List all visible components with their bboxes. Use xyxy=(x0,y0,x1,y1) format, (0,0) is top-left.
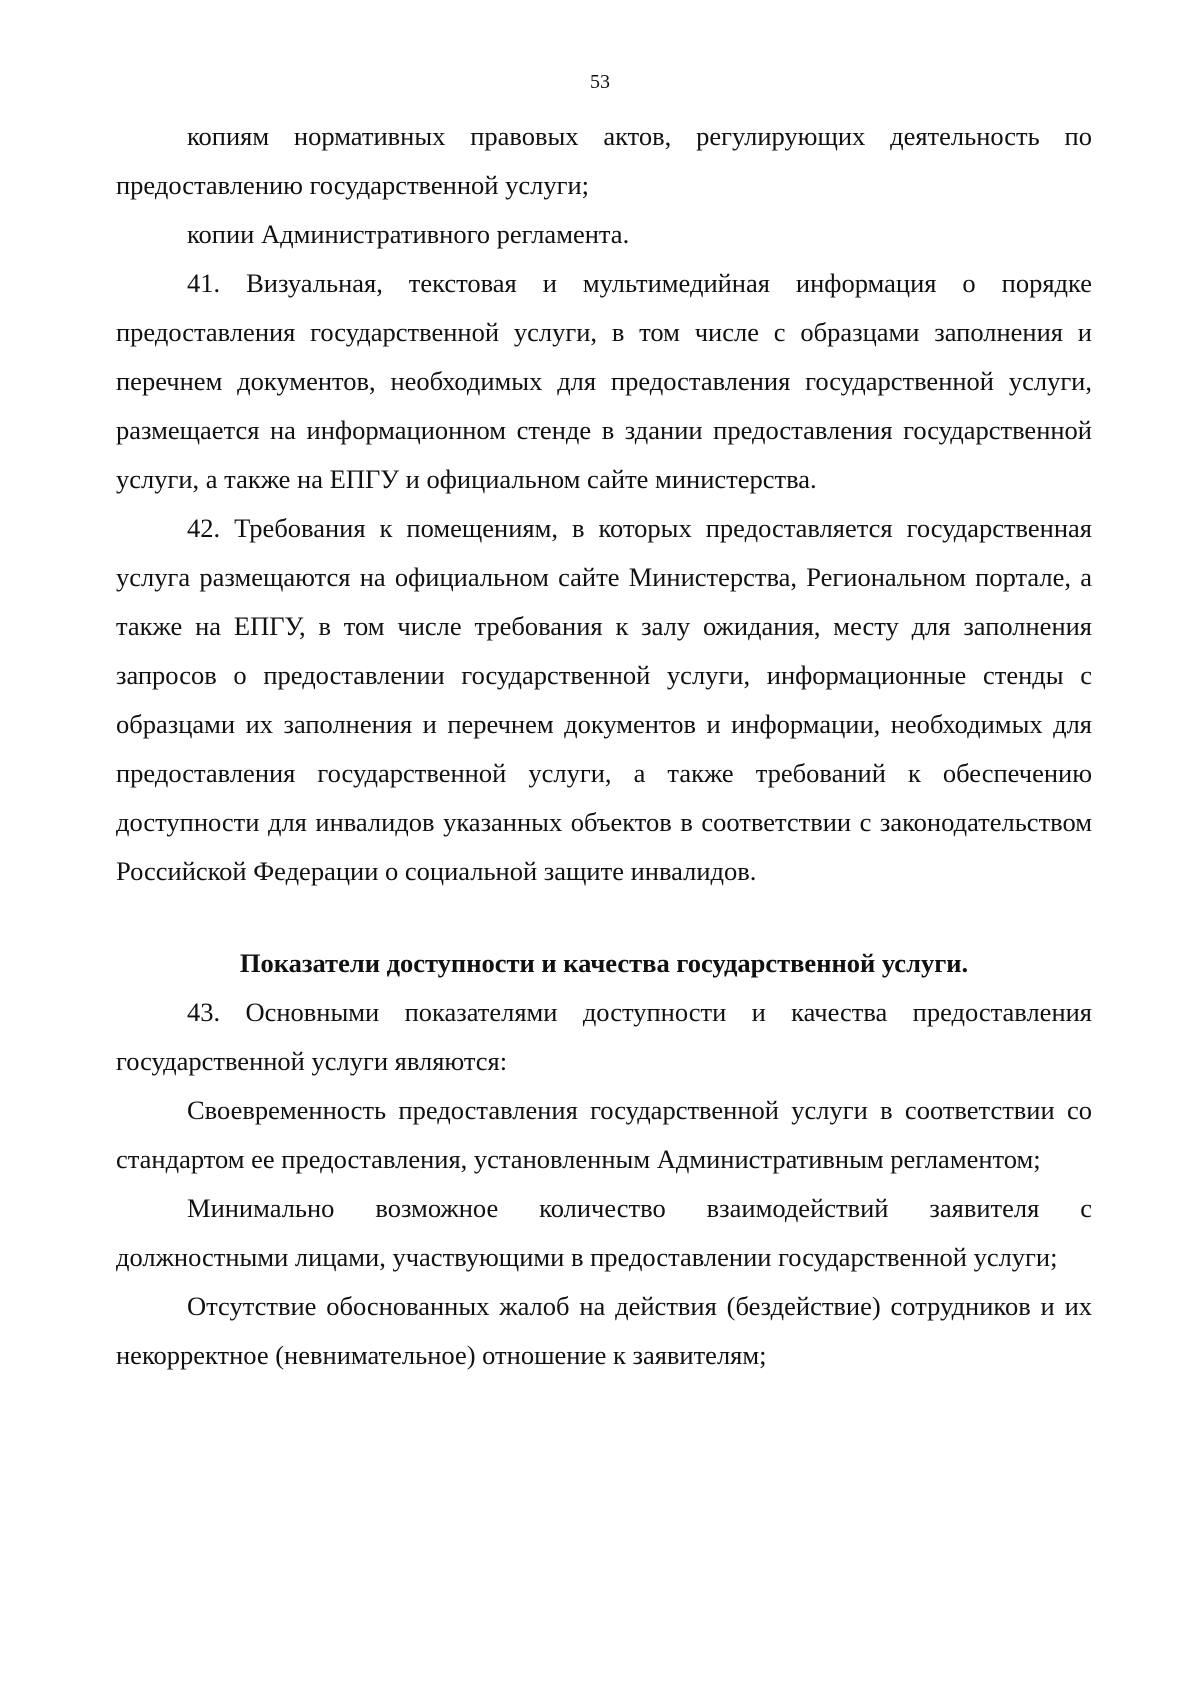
paragraph-item-41: 41. Визуальная, текстовая и мультимедийная информация о порядке предоставления государственной услуги, в том числе с образцами заполнения и перечнем документов, необходимых для предоставления государственной услуги, размещается на информационном стенде в здании предоставления государственной услуги, а также на ЕПГУ и официальном сайте министерства. xyxy=(116,268,1092,494)
paragraph-timeliness: Своевременность предоставления государственной услуги в соответствии со стандартом ее предоставления, установленным Административным регламентом; xyxy=(116,1095,1092,1174)
paragraph-copies-normative-acts: копиям нормативных правовых актов, регулирующих деятельность по предоставлению государственной услуги; xyxy=(116,121,1092,200)
paragraph-copies-regulation: копии Административного регламента. xyxy=(187,219,630,249)
paragraph-item-43: 43. Основными показателями доступности и качества предоставления государственной услуги являются: xyxy=(116,997,1092,1076)
paragraph-min-interactions: Минимально возможное количество взаимодействий заявителя с должностными лицами, участвующими в предоставлении государственной услуги; xyxy=(116,1193,1092,1272)
paragraph-item-42: 42. Требования к помещениям, в которых предоставляется государственная услуга размещаются на официальном сайте Министерства, Региональном портале, а также на ЕПГУ, в том числе требования к залу ожидания, месту для заполнения запросов о предоставлении государственной услуги, информационные стенды с образцами их заполнения и перечнем документов и информации, необходимых для предоставления государственной услуги, а также требований к обеспечению доступности для инвалидов указанных объектов в соответствии с законодательством Российской Федерации о социальной защите инвалидов. xyxy=(116,513,1092,886)
paragraph-no-complaints: Отсутствие обоснованных жалоб на действия (бездействие) сотрудников и их некорректное (невнимательное) отношение к заявителям; xyxy=(116,1291,1092,1370)
section-heading: Показатели доступности и качества государственной услуги. xyxy=(239,948,969,978)
document-body xyxy=(116,112,1092,1380)
page-number: 53 xyxy=(590,71,610,93)
